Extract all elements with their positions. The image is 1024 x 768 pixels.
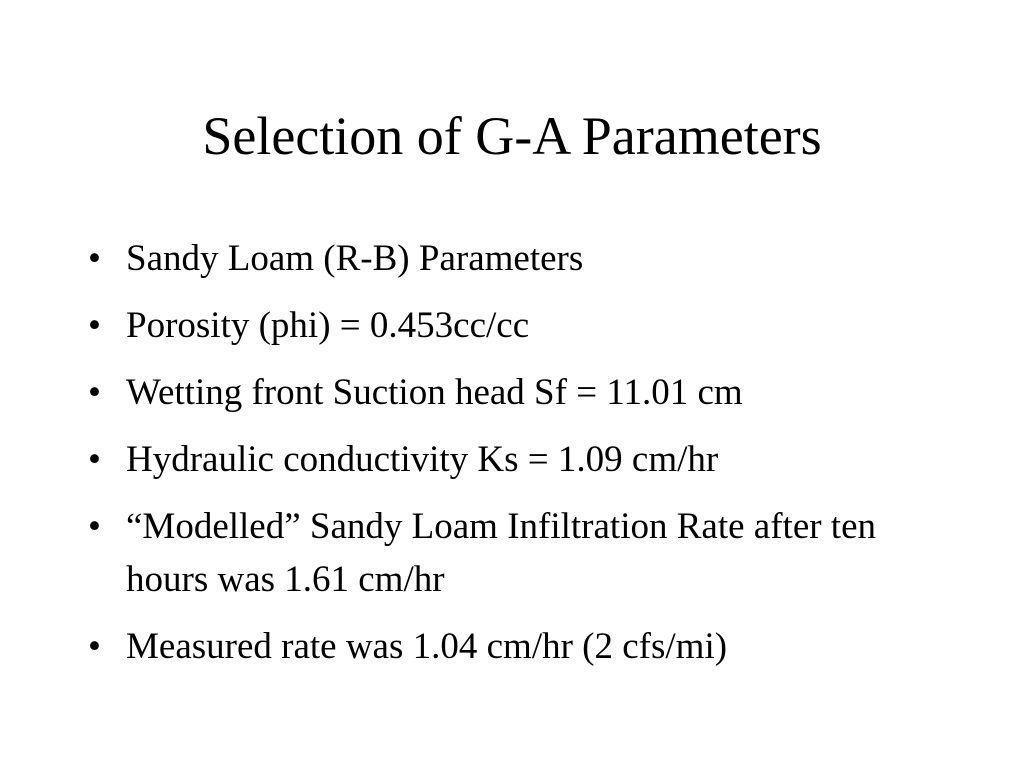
bullet-icon: •	[88, 439, 101, 480]
bullet-icon: •	[88, 372, 101, 413]
list-item	[88, 232, 928, 285]
bullet-text: “Modelled” Sandy Loam Infiltration Rate after ten hours was 1.61 cm/hr	[126, 506, 877, 600]
bullet-text: Measured rate was 1.04 cm/hr (2 cfs/mi)	[126, 626, 728, 667]
bullet-text: Porosity (phi) = 0.453cc/cc	[126, 305, 530, 346]
list-item	[88, 433, 928, 486]
bullet-icon: •	[88, 626, 101, 667]
list-item	[88, 299, 928, 352]
bullet-icon: •	[88, 305, 101, 346]
bullet-text: Wetting front Suction head Sf = 11.01 cm	[126, 372, 743, 413]
bullet-list	[88, 232, 928, 687]
list-item	[88, 366, 928, 419]
bullet-icon: •	[88, 506, 101, 547]
bullet-icon: •	[88, 238, 101, 279]
bullet-text: Hydraulic conductivity Ks = 1.09 cm/hr	[126, 439, 719, 480]
slide-title: Selection of G-A Parameters	[202, 106, 822, 166]
list-item	[88, 500, 928, 606]
bullet-text: Sandy Loam (R-B) Parameters	[126, 238, 584, 279]
list-item	[88, 620, 928, 673]
